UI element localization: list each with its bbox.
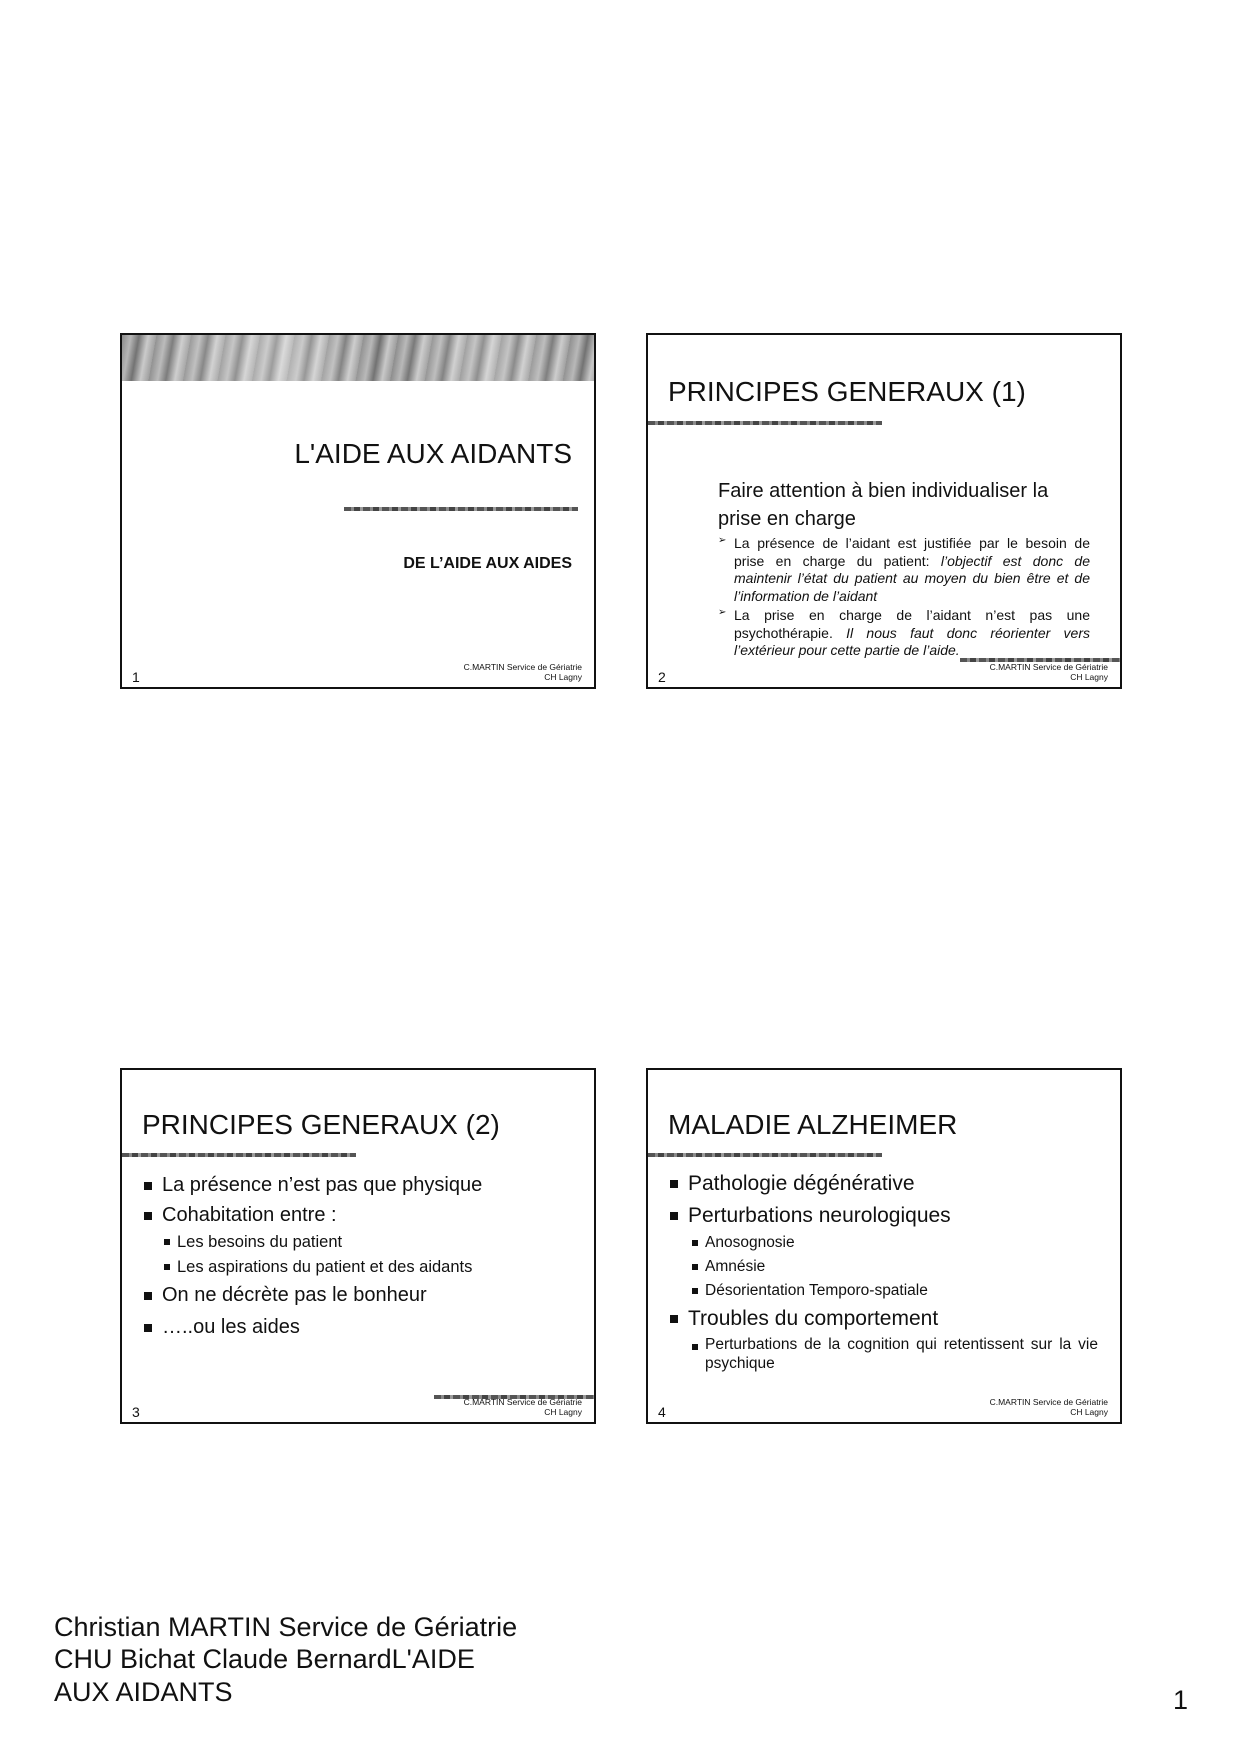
slide-number: 1 (132, 669, 140, 685)
slide-footer: C.MARTIN Service de Gériatrie CH Lagny (989, 661, 1108, 683)
slide-number: 2 (658, 669, 666, 685)
list-item: Troubles du comportement (668, 1303, 1098, 1335)
slide-number: 4 (658, 1404, 666, 1420)
page-number: 1 (1172, 1685, 1188, 1715)
slide-4 (646, 1068, 1122, 1424)
slide-subtitle: DE L’AIDE AUX AIDES (403, 555, 572, 572)
slide-footer: C.MARTIN Service de Gériatrie CH Lagny (463, 661, 582, 683)
slide-footer: C.MARTIN Service de Gériatrie CH Lagny (989, 1396, 1108, 1418)
title-underline (648, 1153, 882, 1157)
list-item: Désorientation Temporo-spatiale (690, 1279, 1098, 1303)
bullet-list (668, 1168, 1098, 1373)
bullet-list (142, 1170, 572, 1342)
slide-1 (120, 333, 596, 689)
list-item: Les aspirations du patient et des aidants (162, 1255, 572, 1280)
bullet-list (718, 535, 1090, 660)
slide-title: MALADIE ALZHEIMER (668, 1109, 958, 1140)
list-item: Pathologie dégénérative (668, 1168, 1098, 1200)
slide-2 (646, 333, 1122, 689)
slide-title: L'AIDE AUX AIDANTS (294, 438, 572, 469)
slide-number: 3 (132, 1404, 140, 1420)
title-underline (344, 507, 578, 511)
list-item: ➢ La présence de l’aidant est justifiée par le besoin de prise en charge du patient: l’objectif est donc de maintenir l’état du patient au moyen du bien être et de l’information de l’aidant (718, 535, 1090, 605)
title-underline (648, 421, 882, 425)
slide-title: PRINCIPES GENERAUX (2) (142, 1109, 500, 1140)
slide-title: PRINCIPES GENERAUX (1) (668, 376, 1026, 407)
list-item: On ne décrète pas le bonheur (142, 1280, 572, 1310)
list-item: Amnésie (690, 1255, 1098, 1279)
list-item: Perturbations de la cognition qui retentissent sur la vie psychique (690, 1335, 1098, 1374)
list-item: Cohabitation entre : (142, 1200, 572, 1230)
list-item: Les besoins du patient (162, 1230, 572, 1255)
list-item: ➢ La prise en charge de l’aidant n’est pas une psychothérapie. Il nous faut donc réorienter vers l’extérieur pour cette partie de l’aide. (718, 607, 1090, 660)
page-footer: Christian MARTIN Service de Gériatrie CHU Bichat Claude BernardL'AIDE AUX AIDANTS (54, 1612, 518, 1707)
slide-banner-image (122, 335, 594, 381)
slide-intro: Faire attention à bien individualiser la prise en charge (718, 480, 1049, 530)
slide-3 (120, 1068, 596, 1424)
title-underline (122, 1153, 356, 1157)
list-item: Anosognosie (690, 1231, 1098, 1255)
slide-footer: C.MARTIN Service de Gériatrie CH Lagny (463, 1396, 582, 1418)
list-item: La présence n’est pas que physique (142, 1170, 572, 1200)
list-item: …..ou les aides (142, 1312, 572, 1342)
list-item: Perturbations neurologiques (668, 1200, 1098, 1232)
